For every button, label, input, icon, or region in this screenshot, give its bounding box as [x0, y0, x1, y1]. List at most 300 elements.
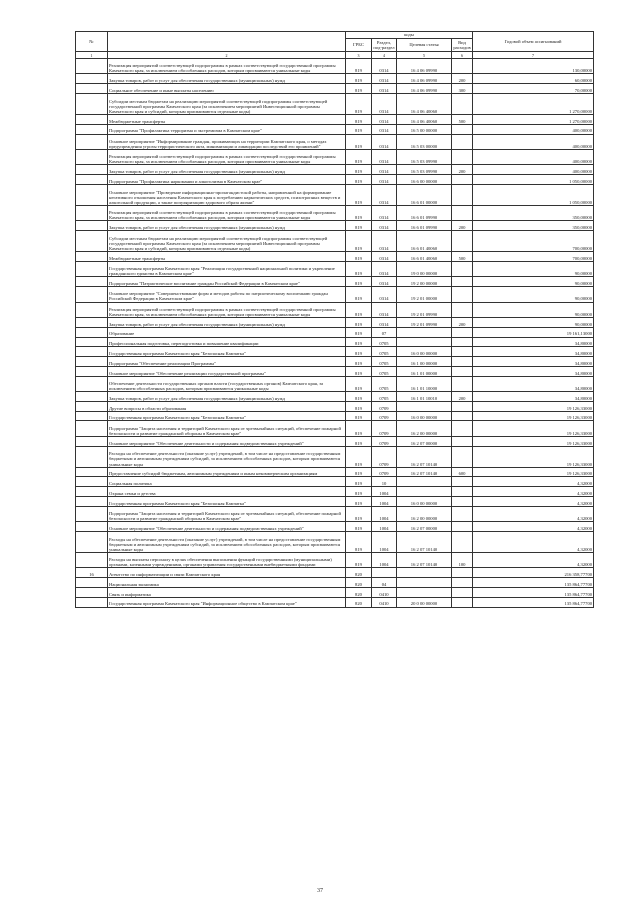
cell-target-article: 19 2 01 09990 [397, 317, 452, 327]
cell-grbs: 819 [346, 184, 372, 205]
col-number: 2 [108, 52, 346, 59]
cell-grbs: 819 [346, 337, 372, 347]
cell-name: Подпрограмма "Профилактика терроризма и экстремизма в Камчатском крае" [108, 124, 346, 134]
table-row [76, 114, 594, 124]
cell-expense-type [452, 487, 473, 497]
cell-target-article: 16 2 07 10140 [397, 532, 452, 553]
cell-amount: 90,00000 [473, 302, 594, 317]
cell-no [76, 392, 108, 402]
cell-target-article: 16 2 07 10140 [397, 553, 452, 568]
cell-grbs: 819 [346, 506, 372, 521]
header-vr: Вид расходов [453, 39, 471, 50]
cell-name: Основное мероприятие "Проведение информационно-пропагандистской работы, направленной на формирование негативного отношения населения Камчатского края к потреблению наркотических средств, психотропных веществ и алкогольной продукции, а также популяризацию здорового образа жизни" [108, 184, 346, 205]
cell-grbs: 819 [346, 327, 372, 337]
cell-no [76, 59, 108, 74]
cell-target-article [397, 327, 452, 337]
cell-target-article: 19 2 01 00000 [397, 287, 452, 302]
cell-name: Основное мероприятие "Обеспечение реализации государственной программы" [108, 366, 346, 376]
cell-amount: 4,32000 [473, 497, 594, 507]
cell-expense-type: 200 [452, 317, 473, 327]
table-row [76, 553, 594, 568]
table-row [76, 252, 594, 262]
cell-expense-type [452, 327, 473, 337]
cell-expense-type [452, 401, 473, 411]
cell-name: Государственная программа Камчатского края "Безопасная Камчатка" [108, 497, 346, 507]
table-row [76, 411, 594, 421]
cell-name: Межбюджетные трансферты [108, 114, 346, 124]
cell-grbs: 819 [346, 357, 372, 367]
table-row [76, 436, 594, 446]
table-header [76, 32, 594, 59]
cell-no [76, 277, 108, 287]
page-number: 37 [317, 888, 323, 894]
cell-amount: 90,00000 [473, 317, 594, 327]
cell-no [76, 366, 108, 376]
cell-amount: 19 126,33000 [473, 421, 594, 436]
table-row [76, 317, 594, 327]
cell-razdel: 0314 [372, 165, 397, 175]
cell-no [76, 506, 108, 521]
table-row [76, 287, 594, 302]
cell-no [76, 436, 108, 446]
cell-expense-type: 100 [452, 553, 473, 568]
cell-grbs: 819 [346, 93, 372, 114]
cell-grbs: 819 [346, 401, 372, 411]
cell-amount: 4,32000 [473, 487, 594, 497]
cell-no: 16 [76, 568, 108, 578]
table-row [76, 366, 594, 376]
cell-grbs: 819 [346, 205, 372, 220]
cell-expense-type [452, 261, 473, 276]
cell-amount: 135 864,77700 [473, 597, 594, 607]
cell-no [76, 261, 108, 276]
cell-expense-type [452, 175, 473, 185]
cell-name: Подпрограмма "Профилактика наркомании и алкоголизма в Камчатском крае" [108, 175, 346, 185]
table-row [76, 302, 594, 317]
cell-expense-type [452, 477, 473, 487]
cell-target-article: 16 1 00 00000 [397, 357, 452, 367]
cell-target-article: 16 6 01 40060 [397, 252, 452, 262]
cell-expense-type [452, 347, 473, 357]
cell-target-article: 16 2 07 00000 [397, 436, 452, 446]
cell-name: Обеспечение деятельности государственных органов власти (государственных органов) Камчатского края, за исключением обособленных расходов, которым присваиваются уникальные коды [108, 376, 346, 391]
header-no: № [76, 32, 108, 52]
cell-no [76, 252, 108, 262]
cell-name: Социальная политика [108, 477, 346, 487]
cell-razdel: 1004 [372, 506, 397, 521]
cell-amount: 1 270,00000 [473, 114, 594, 124]
cell-expense-type [452, 184, 473, 205]
cell-target-article [397, 568, 452, 578]
cell-target-article: 16 5 00 00000 [397, 124, 452, 134]
table-row [76, 467, 594, 477]
cell-no [76, 553, 108, 568]
cell-razdel: 0314 [372, 124, 397, 134]
cell-amount: 70,00000 [473, 84, 594, 94]
cell-no [76, 357, 108, 367]
cell-grbs: 819 [346, 497, 372, 507]
cell-amount: 4,32000 [473, 506, 594, 521]
cell-razdel: 0314 [372, 205, 397, 220]
cell-name: Субсидии местным бюджетам на реализацию мероприятий соответствующей подпрограммы соответствующей государственной программы Камчатского края (за исключением мероприятий Инвестиционной программы Камчатского края и субсидий, которым присваиваются отдельные коды) [108, 231, 346, 252]
cell-name: Предоставление субсидий бюджетным, автономным учреждениям и иным некоммерческим организациям [108, 467, 346, 477]
cell-target-article: 16 4 06 40060 [397, 93, 452, 114]
cell-amount: 34,80000 [473, 376, 594, 391]
cell-name: Основное мероприятие "Обеспечение деятельности и содержания подведомственных учреждений" [108, 522, 346, 532]
cell-grbs: 819 [346, 487, 372, 497]
cell-expense-type [452, 436, 473, 446]
cell-amount: 400,00000 [473, 124, 594, 134]
table-row [76, 84, 594, 94]
cell-target-article: 16 0 00 00000 [397, 347, 452, 357]
table-row [76, 392, 594, 402]
cell-expense-type [452, 411, 473, 421]
cell-grbs: 819 [346, 252, 372, 262]
cell-grbs: 819 [346, 376, 372, 391]
cell-amount: 216 358,77700 [473, 568, 594, 578]
table-row [76, 134, 594, 149]
cell-expense-type: 200 [452, 221, 473, 231]
cell-expense-type [452, 93, 473, 114]
cell-grbs: 819 [346, 317, 372, 327]
table-row [76, 184, 594, 205]
table-row [76, 165, 594, 175]
col-number: 7 [473, 52, 594, 59]
cell-grbs: 819 [346, 347, 372, 357]
cell-name: Закупка товаров, работ и услуг для обеспечения государственных (муниципальных) нужд [108, 74, 346, 84]
cell-target-article [397, 487, 452, 497]
table-row [76, 522, 594, 532]
cell-no [76, 175, 108, 185]
cell-expense-type: 500 [452, 114, 473, 124]
cell-amount: 90,00000 [473, 287, 594, 302]
cell-name: Межбюджетные трансферты [108, 252, 346, 262]
cell-grbs: 820 [346, 578, 372, 588]
cell-razdel: 0709 [372, 467, 397, 477]
table-row [76, 487, 594, 497]
cell-name: Закупка товаров, работ и услуг для обеспечения государственных (муниципальных) нужд [108, 317, 346, 327]
cell-target-article: 19 2 01 09990 [397, 302, 452, 317]
cell-grbs: 819 [346, 522, 372, 532]
cell-name: Расходы на выплаты персоналу в целях обеспечения выполнения функций государственными (муниципальными) органами, казенными учреждениями, органами управления государственными внебюджетными фондами [108, 553, 346, 568]
table-row [76, 231, 594, 252]
cell-name: Государственная программа Камчатского края "Безопасная Камчатка" [108, 411, 346, 421]
cell-expense-type [452, 59, 473, 74]
col-number: 5 [397, 52, 452, 59]
cell-target-article [397, 401, 452, 411]
cell-grbs: 819 [346, 532, 372, 553]
cell-razdel: 0314 [372, 277, 397, 287]
cell-name: Государственная программа Камчатского края "Реализация государственной национальной политики и укрепление гражданского единства в Камчатском крае" [108, 261, 346, 276]
cell-razdel: 0705 [372, 347, 397, 357]
cell-grbs: 819 [346, 477, 372, 487]
cell-razdel: 0709 [372, 401, 397, 411]
cell-target-article: 16 4 06 09990 [397, 84, 452, 94]
cell-razdel: 0410 [372, 588, 397, 598]
cell-target-article: 16 2 07 00000 [397, 522, 452, 532]
cell-razdel: 0705 [372, 366, 397, 376]
header-sum: Годовой объем ассигнований [473, 32, 594, 52]
cell-razdel: 0314 [372, 59, 397, 74]
cell-amount: 90,00000 [473, 277, 594, 287]
cell-razdel: 0314 [372, 252, 397, 262]
cell-expense-type [452, 357, 473, 367]
cell-no [76, 184, 108, 205]
table-row [76, 261, 594, 276]
cell-target-article [397, 578, 452, 588]
cell-no [76, 114, 108, 124]
cell-amount: 135 864,77700 [473, 578, 594, 588]
cell-no [76, 287, 108, 302]
cell-expense-type [452, 134, 473, 149]
cell-grbs: 819 [346, 231, 372, 252]
cell-razdel: 1004 [372, 553, 397, 568]
cell-name: Расходы на обеспечение деятельности (оказание услуг) учреждений, в том числе на предоставление государственным бюджетным и автономным учреждениям субсидий, за исключением обособленных расходов, которым присваиваются уникальные коды [108, 446, 346, 467]
cell-target-article: 16 5 03 09990 [397, 149, 452, 164]
cell-razdel: 0314 [372, 134, 397, 149]
cell-grbs: 819 [346, 134, 372, 149]
cell-amount: 19 126,33000 [473, 411, 594, 421]
cell-name: Государственная программа Камчатского края "Безопасная Камчатка" [108, 347, 346, 357]
cell-target-article: 16 2 07 10140 [397, 467, 452, 477]
cell-amount: 19 126,33000 [473, 401, 594, 411]
cell-razdel: 0314 [372, 74, 397, 84]
cell-expense-type [452, 532, 473, 553]
cell-name: Подпрограмма "Обеспечение реализации Программы" [108, 357, 346, 367]
cell-name: Охрана семьи и детства [108, 487, 346, 497]
cell-expense-type: 200 [452, 165, 473, 175]
table-row [76, 401, 594, 411]
cell-grbs: 819 [346, 175, 372, 185]
cell-expense-type: 300 [452, 84, 473, 94]
cell-expense-type [452, 124, 473, 134]
cell-razdel: 0314 [372, 184, 397, 205]
cell-name: Национальная экономика [108, 578, 346, 588]
cell-expense-type [452, 597, 473, 607]
cell-amount: 700,00000 [473, 252, 594, 262]
cell-razdel: 07 [372, 327, 397, 337]
cell-razdel: 0705 [372, 376, 397, 391]
cell-expense-type [452, 446, 473, 467]
cell-target-article: 16 6 01 00000 [397, 184, 452, 205]
cell-target-article: 16 2 00 00000 [397, 421, 452, 436]
cell-target-article [397, 588, 452, 598]
table-row [76, 446, 594, 467]
cell-name: Другие вопросы в области образования [108, 401, 346, 411]
cell-razdel: 0709 [372, 421, 397, 436]
cell-target-article: 16 5 03 09990 [397, 165, 452, 175]
cell-amount: 350,00000 [473, 221, 594, 231]
cell-no [76, 446, 108, 467]
cell-grbs: 819 [346, 261, 372, 276]
cell-razdel: 0705 [372, 357, 397, 367]
cell-amount: 60,00000 [473, 74, 594, 84]
cell-razdel: 10 [372, 477, 397, 487]
cell-razdel: 0314 [372, 175, 397, 185]
cell-expense-type [452, 205, 473, 220]
table-row [76, 277, 594, 287]
cell-target-article: 16 6 00 00000 [397, 175, 452, 185]
cell-razdel: 0705 [372, 337, 397, 347]
cell-expense-type [452, 337, 473, 347]
cell-expense-type [452, 506, 473, 521]
cell-razdel: 0314 [372, 149, 397, 164]
cell-expense-type [452, 522, 473, 532]
cell-razdel: 0314 [372, 84, 397, 94]
cell-target-article: 16 2 00 00000 [397, 506, 452, 521]
table-row [76, 93, 594, 114]
cell-target-article: 16 6 01 09990 [397, 205, 452, 220]
cell-name: Связь и информатика [108, 588, 346, 598]
cell-target-article: 16 1 01 10000 [397, 376, 452, 391]
cell-amount: 34,80000 [473, 366, 594, 376]
cell-target-article: 16 4 06 40060 [397, 114, 452, 124]
table-row [76, 357, 594, 367]
table-row [76, 588, 594, 598]
table-row [76, 337, 594, 347]
cell-grbs: 819 [346, 436, 372, 446]
table-row [76, 376, 594, 391]
cell-amount: 4,32000 [473, 553, 594, 568]
cell-no [76, 578, 108, 588]
cell-amount: 34,80000 [473, 357, 594, 367]
cell-expense-type [452, 578, 473, 588]
cell-no [76, 124, 108, 134]
header-codes: коды [346, 32, 473, 39]
cell-razdel: 0709 [372, 411, 397, 421]
cell-no [76, 376, 108, 391]
table-row [76, 205, 594, 220]
table-row [76, 327, 594, 337]
cell-razdel: 0314 [372, 114, 397, 124]
cell-amount: 90,00000 [473, 261, 594, 276]
cell-expense-type [452, 287, 473, 302]
table-row [76, 74, 594, 84]
cell-no [76, 134, 108, 149]
cell-target-article: 20 0 00 00000 [397, 597, 452, 607]
cell-target-article [397, 477, 452, 487]
table-row [76, 221, 594, 231]
cell-razdel: 0410 [372, 597, 397, 607]
header-grbs: ГРБС [346, 39, 372, 52]
cell-amount: 4,32000 [473, 532, 594, 553]
cell-grbs: 819 [346, 446, 372, 467]
cell-razdel: 0314 [372, 231, 397, 252]
cell-target-article: 16 6 01 40060 [397, 231, 452, 252]
cell-amount: 19 126,33000 [473, 467, 594, 477]
cell-grbs: 819 [346, 165, 372, 175]
cell-amount: 4,32000 [473, 522, 594, 532]
col-number: 1 [76, 52, 108, 59]
cell-grbs: 819 [346, 392, 372, 402]
cell-target-article: 16 4 06 09990 [397, 59, 452, 74]
cell-expense-type [452, 277, 473, 287]
cell-name: Государственная программа Камчатского края "Информационное общество в Камчатском крае" [108, 597, 346, 607]
cell-amount: 1 270,00000 [473, 93, 594, 114]
cell-no [76, 467, 108, 477]
col-number: 3 [346, 52, 372, 59]
cell-grbs: 819 [346, 124, 372, 134]
cell-name: Подпрограмма "Патриотическое воспитание граждан Российской Федерации в Камчатском крае" [108, 277, 346, 287]
cell-no [76, 205, 108, 220]
col-number: 4 [372, 52, 397, 59]
header-razdel: Раздел, под-раздел [373, 39, 395, 50]
cell-target-article [397, 337, 452, 347]
cell-expense-type [452, 302, 473, 317]
cell-razdel: 1004 [372, 532, 397, 553]
cell-no [76, 302, 108, 317]
cell-expense-type [452, 421, 473, 436]
cell-target-article: 19 0 00 00000 [397, 261, 452, 276]
cell-name: Расходы на обеспечение деятельности (оказание услуг) учреждений, в том числе на предоставление государственным бюджетным и автономным учреждениям субсидий, за исключением обособленных расходов, которым присваиваются уникальные коды [108, 532, 346, 553]
table-row [76, 477, 594, 487]
cell-no [76, 74, 108, 84]
cell-target-article: 16 2 07 10140 [397, 446, 452, 467]
table-row [76, 568, 594, 578]
cell-name: Закупка товаров, работ и услуг для обеспечения государственных (муниципальных) нужд [108, 221, 346, 231]
cell-amount: 34,80000 [473, 392, 594, 402]
cell-razdel: 0314 [372, 221, 397, 231]
cell-name: Агентство по информатизации и связи Камчатского края [108, 568, 346, 578]
cell-grbs: 820 [346, 597, 372, 607]
cell-name: Подпрограмма "Защита населения и территорий Камчатского края от чрезвычайных ситуаций, обеспечение пожарной безопасности и развитие гражданской обороны в Камчатском крае" [108, 421, 346, 436]
cell-expense-type [452, 588, 473, 598]
cell-expense-type [452, 376, 473, 391]
cell-name: Образование [108, 327, 346, 337]
cell-expense-type [452, 568, 473, 578]
cell-razdel [372, 568, 397, 578]
cell-no [76, 231, 108, 252]
cell-target-article: 19 2 00 00000 [397, 277, 452, 287]
cell-razdel: 0314 [372, 261, 397, 276]
cell-amount: 350,00000 [473, 205, 594, 220]
cell-amount: 400,00000 [473, 149, 594, 164]
cell-name: Закупка товаров, работ и услуг для обеспечения государственных (муниципальных) нужд [108, 392, 346, 402]
cell-razdel: 0705 [372, 392, 397, 402]
cell-no [76, 597, 108, 607]
cell-no [76, 337, 108, 347]
cell-name: Основное мероприятие "Информирование граждан, проживающих на территории Камчатского края, о методах предупреждения угрозы террористического акта, минимизации и ликвидации последствий его проявлений" [108, 134, 346, 149]
cell-no [76, 221, 108, 231]
cell-name: Профессиональная подготовка, переподготовка и повышение квалификации [108, 337, 346, 347]
table-row [76, 421, 594, 436]
cell-amount: 700,00000 [473, 231, 594, 252]
table-body [76, 59, 594, 608]
cell-no [76, 588, 108, 598]
table-row [76, 149, 594, 164]
cell-expense-type: 600 [452, 467, 473, 477]
table-row [76, 497, 594, 507]
cell-amount: 400,00000 [473, 165, 594, 175]
cell-no [76, 165, 108, 175]
table-row [76, 578, 594, 588]
cell-target-article: 16 6 01 09990 [397, 221, 452, 231]
cell-grbs: 819 [346, 277, 372, 287]
cell-amount: 1 050,00000 [473, 175, 594, 185]
table-row [76, 506, 594, 521]
cell-expense-type [452, 149, 473, 164]
cell-amount: 34,80000 [473, 347, 594, 357]
cell-grbs: 820 [346, 588, 372, 598]
cell-name: Субсидии местным бюджетам на реализацию мероприятий соответствующей подпрограммы соответствующей государственной программы Камчатского края (за исключением мероприятий Инвестиционной программы Камчатского края и субсидий, которым присваиваются отдельные коды) [108, 93, 346, 114]
cell-amount: 4,32000 [473, 477, 594, 487]
cell-no [76, 411, 108, 421]
table-row [76, 59, 594, 74]
cell-grbs: 819 [346, 553, 372, 568]
cell-no [76, 477, 108, 487]
cell-razdel: 0314 [372, 317, 397, 327]
cell-no [76, 532, 108, 553]
